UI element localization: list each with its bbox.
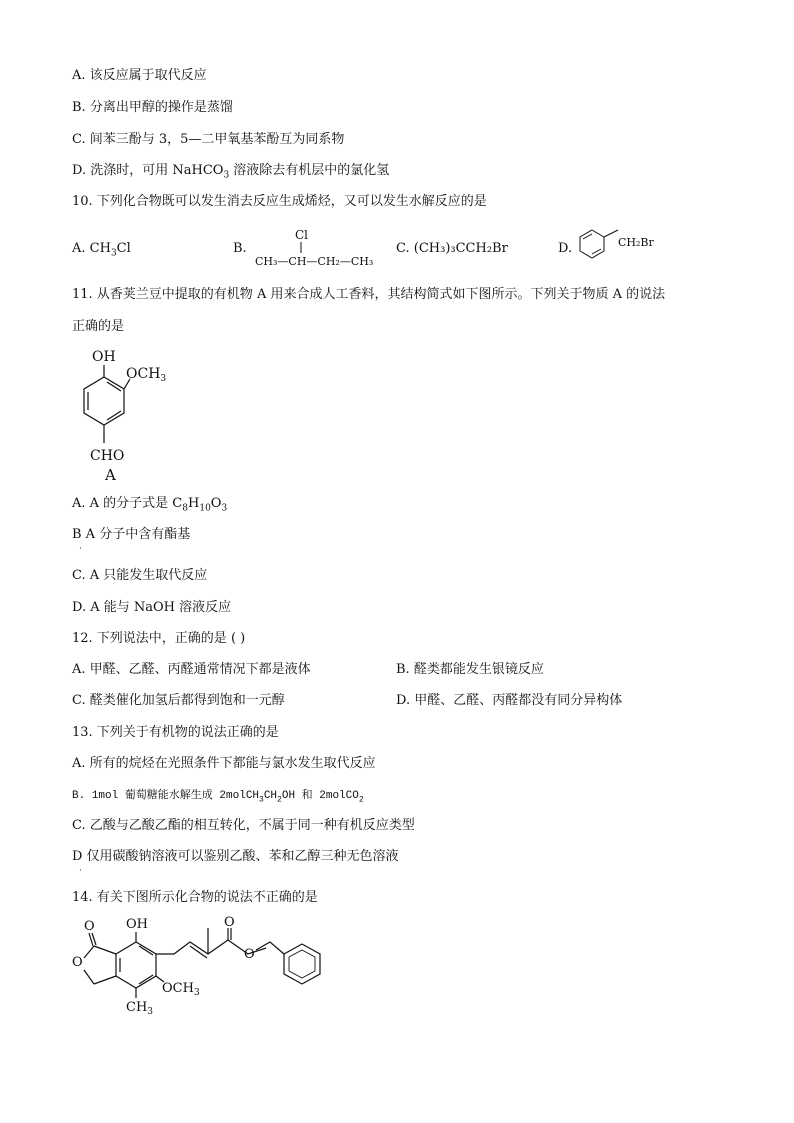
q13-b-3: OH 和 2molCO <box>281 790 359 802</box>
q14-compound-structure <box>70 914 340 1017</box>
q11-och3 <box>126 366 166 384</box>
q11-benzene-ring <box>84 377 124 425</box>
q10-b-chain: CH₃—CH—CH₂—CH₃ <box>255 255 374 268</box>
q12-option-b: B. 醛类都能发生银镜反应 <box>396 662 544 677</box>
q11-a-s3: 3 <box>221 503 228 514</box>
q11-vanillin-structure <box>68 345 188 485</box>
benzene-substituent-bond <box>604 230 618 237</box>
q10-option-c: C. (CH₃)₃CCH₂Br <box>396 241 508 256</box>
q14-ester-o1: O <box>224 915 235 930</box>
q14-ring5-bond1 <box>94 946 116 954</box>
q14-ring5-bond3 <box>84 970 94 984</box>
q14-ester-o2: O <box>244 947 255 962</box>
q11-stem-line2: 正确的是 <box>72 319 125 334</box>
q10-option-b-structure <box>255 225 395 270</box>
q14-stem: 14. 有关下图所示化合物的说法不正确的是 <box>72 890 318 905</box>
q9-d-pre: D. 洗涤时，可用 NaHCO <box>72 163 224 178</box>
q14-och3-text: OCH <box>162 981 194 996</box>
q9-option-d <box>72 163 389 184</box>
q10-a-pre: A. CH <box>72 241 111 256</box>
q11-b-dot: · <box>79 544 82 554</box>
q11-oh: OH <box>92 349 116 365</box>
q11-a-pre: A. A 的分子式是 C <box>72 496 183 511</box>
q12-option-d: D. 甲醛、乙醛、丙醛都没有同分异构体 <box>396 693 623 708</box>
q13-option-b <box>72 787 364 809</box>
q14-ch3-text: CH <box>126 1000 148 1015</box>
q11-och3-sub: 3 <box>160 374 167 384</box>
q14-ring5-bond4 <box>94 976 116 984</box>
q11-a-s2: 10 <box>199 503 211 514</box>
q11-a-s1: 8 <box>182 503 188 514</box>
q11-cho: CHO <box>90 448 125 464</box>
q11-option-c: C. A 只能发生取代反应 <box>72 568 208 583</box>
q13-b-1: B. 1mol 葡萄糖能水解生成 2molCH <box>72 790 260 802</box>
q12-stem: 12. 下列说法中，正确的是 ( ) <box>72 631 246 646</box>
q13-option-a: A. 所有的烷烃在光照条件下都能与氯水发生取代反应 <box>72 756 376 771</box>
q9-option-c: C. 间苯三酚与 3，5—二甲氧基苯酚互为同系物 <box>72 132 345 147</box>
q13-stem: 13. 下列关于有机物的说法正确的是 <box>72 725 279 740</box>
q14-oh: OH <box>126 917 148 932</box>
q10-option-d-structure <box>578 228 668 268</box>
q12-option-c: C. 醛类催化加氢后都得到饱和一元醇 <box>72 693 285 708</box>
q13-d-dot: · <box>79 866 82 876</box>
q13-b-s1: 3 <box>259 795 264 805</box>
q14-carbonyl-o: O <box>84 919 95 934</box>
q14-benzene-ring <box>116 942 156 988</box>
q11-option-b: B A 分子中含有酯基 <box>72 527 191 542</box>
q11-a-m1: H <box>188 496 200 511</box>
q14-och3-sub: 3 <box>193 988 200 998</box>
q14-ring5-bond2 <box>84 946 94 958</box>
q14-phenyl-inner <box>289 950 315 978</box>
q10-stem: 10. 下列化合物既可以发生消去反应生成烯烃，又可以发生水解反应的是 <box>72 194 487 209</box>
q10-a-post: Cl <box>116 241 131 256</box>
q13-b-s3: 2 <box>358 795 364 805</box>
q9-option-a: A. 该反应属于取代反应 <box>72 68 207 83</box>
q13-option-d: D 仅用碳酸钠溶液可以鉴别乙酸、苯和乙醇三种无色溶液 <box>72 849 399 864</box>
q14-benzyl-ch2 <box>256 942 284 954</box>
q13-b-2: CH <box>263 790 278 802</box>
q11-stem-line1: 11. 从香荚兰豆中提取的有机物 A 用来合成人工香料，其结构简式如下图所示。下列关于物质 A 的说法 <box>72 287 666 302</box>
q10-option-a <box>72 241 131 262</box>
q12-option-a: A. 甲醛、乙醛、丙醛通常情况下都是液体 <box>72 662 311 677</box>
q11-a-m2: O <box>210 496 222 511</box>
q11-option-a <box>72 496 227 517</box>
q13-b-s2: 2 <box>277 795 282 805</box>
q11-compound-label: A <box>105 466 116 484</box>
q10-b-cl: Cl <box>295 228 309 242</box>
q10-d-group: CH₂Br <box>618 236 654 249</box>
q14-ch3 <box>126 1000 153 1017</box>
q11-option-d: D. A 能与 NaOH 溶液反应 <box>72 600 232 615</box>
q9-d-post: 溶液除去有机层中的氯化氢 <box>229 163 390 178</box>
q13-option-c: C. 乙酸与乙酸乙酯的相互转化，不属于同一种有机反应类型 <box>72 818 415 833</box>
q10-option-d-label: D. <box>558 241 573 256</box>
q10-option-b-label: B. <box>233 241 247 256</box>
q9-d-sub: 3 <box>223 170 230 181</box>
q10-a-sub: 3 <box>110 248 117 259</box>
q14-och3 <box>162 981 200 998</box>
q11-och3-text: OCH <box>126 366 161 382</box>
q14-ch3-sub: 3 <box>147 1007 154 1017</box>
q14-ring-o: O <box>72 955 83 970</box>
q9-option-b: B. 分离出甲醇的操作是蒸馏 <box>72 100 233 115</box>
